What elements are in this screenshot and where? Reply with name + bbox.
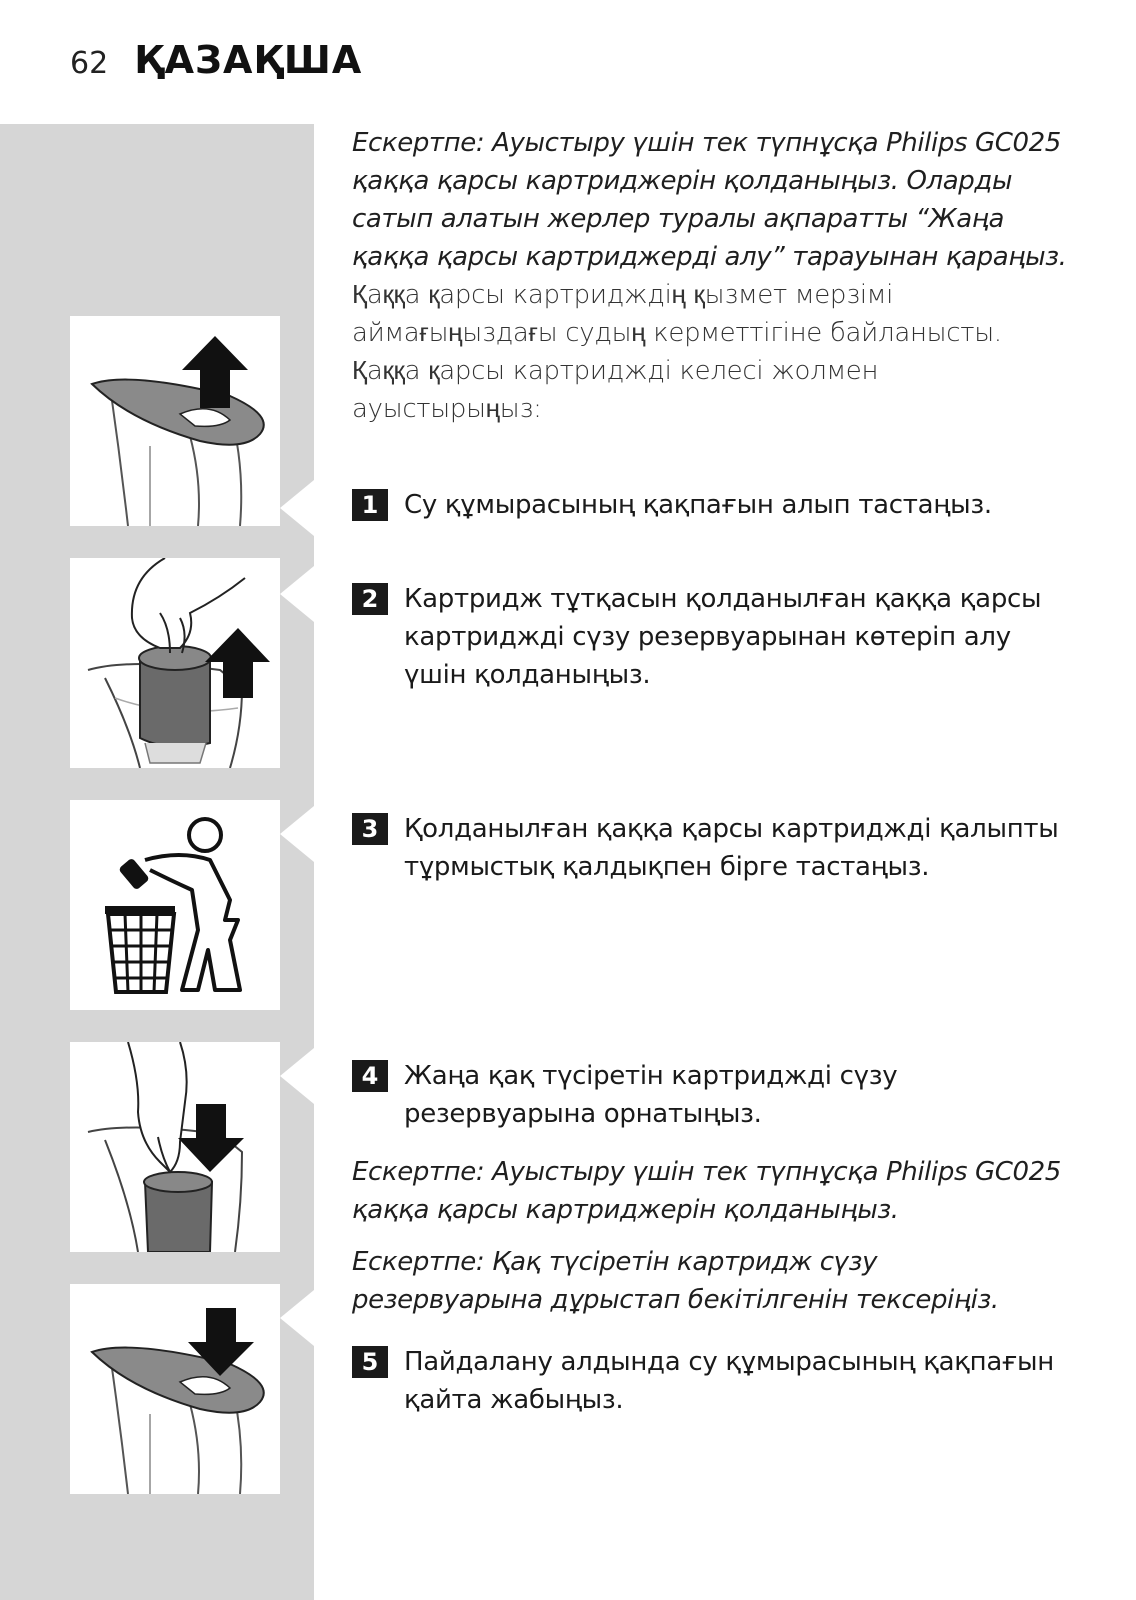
step-3 [352, 810, 1072, 886]
step-text: Су құмырасының қақпағын алып тастаңыз. [404, 490, 992, 520]
page-number: 62 [70, 46, 109, 81]
step-number: 3 [352, 813, 388, 845]
step-4 [352, 1057, 1072, 1133]
arrow-up-icon [205, 628, 270, 698]
intro-note: Ескертпе: Ауыстыру үшін тек түпнұсқа Philips GC025 қаққа қарсы картриджерін қолданыңыз. Оларды сатып алатын жерлер туралы ақпаратты “Жаңа қаққа қарсы картриджерді алу” тарауынан қараңыз. [352, 128, 1067, 272]
illustration-lid-removal [70, 316, 280, 526]
step-text: Жаңа қақ түсіретін картриджді сүзу резервуарына орнатыңыз. [404, 1061, 898, 1129]
step-number: 4 [352, 1060, 388, 1092]
note-cartridge-fixed: Ескертпе: Қақ түсіретін картридж сүзу резервуарына дұрыстап бекітілгенін тексеріңіз. [352, 1247, 999, 1315]
page-header [70, 38, 362, 88]
step-number: 2 [352, 583, 388, 615]
step-number: 5 [352, 1346, 388, 1378]
arrow-down-icon [178, 1104, 244, 1172]
note-original-cartridge: Ескертпе: Ауыстыру үшін тек түпнұсқа Philips GC025 қаққа қарсы картриджерін қолданыңыз. [352, 1157, 1061, 1225]
trash-bin-icon [105, 906, 175, 992]
language-title: ҚАЗАҚША [134, 38, 363, 82]
illustration-lift-cartridge [70, 558, 280, 768]
illustration-dispose-cartridge [70, 800, 280, 1010]
cartridge-icon [118, 857, 150, 890]
intro-section [352, 124, 1072, 428]
step-1 [352, 486, 1072, 524]
illustration-lid-replace [70, 1284, 280, 1494]
step-5 [352, 1343, 1072, 1419]
intro-paragraph: Қаққа қарсы картридждің қызмет мерзімі аймағыңыздағы судың керметтігіне байланысты. Қаққа қарсы картриджді келесі жолмен ауыстырыңыз: [352, 280, 1002, 424]
step-text: Картридж тұтқасын қолданылған қаққа қарсы картриджді сүзу резервуарынан көтеріп алу үшін қолданыңыз. [404, 584, 1042, 690]
illustration-insert-cartridge [70, 1042, 280, 1252]
step-4-notes [352, 1153, 1072, 1319]
step-text: Қолданылған қаққа қарсы картриджді қалыпты тұрмыстық қалдықпен бірге тастаңыз. [404, 814, 1059, 882]
step-text: Пайдалану алдында су құмырасының қақпағын қайта жабыңыз. [404, 1347, 1054, 1415]
step-2 [352, 580, 1072, 694]
step-number: 1 [352, 489, 388, 521]
